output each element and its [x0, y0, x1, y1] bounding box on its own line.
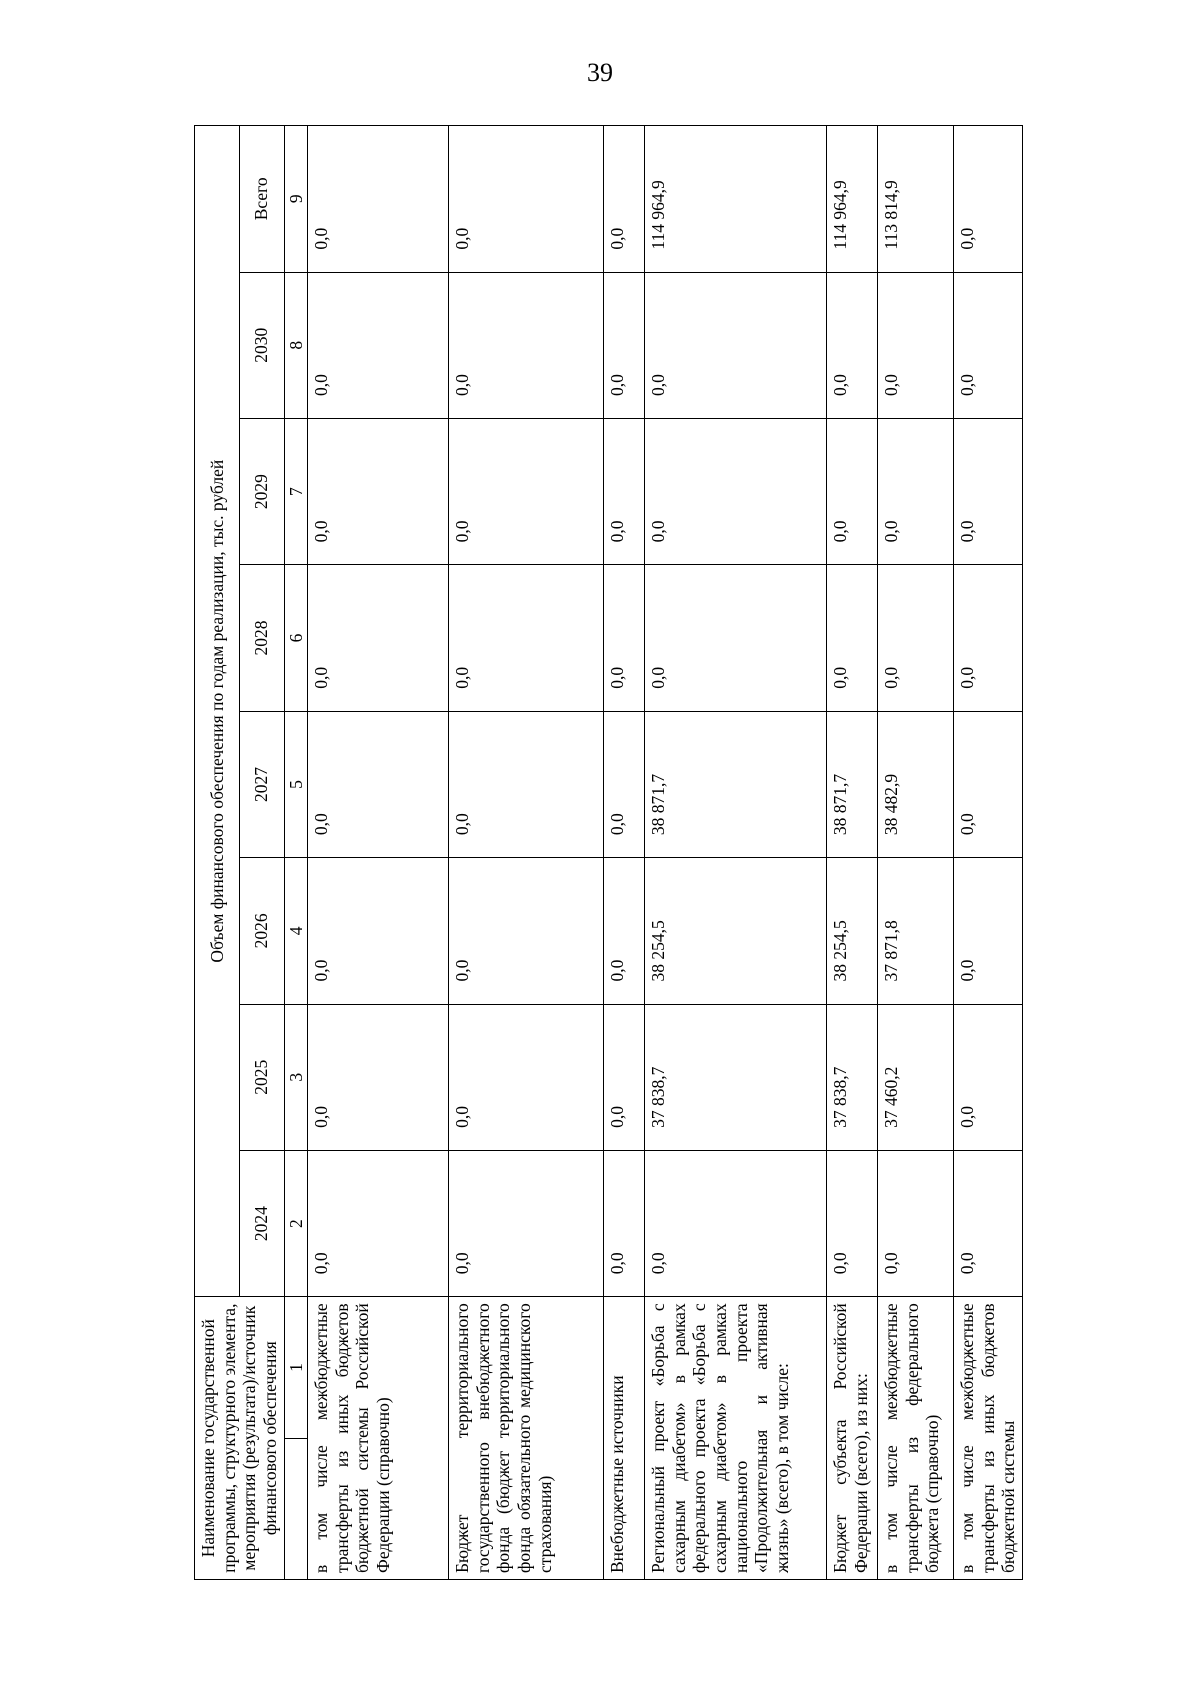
value-cell: 0,0: [878, 1150, 954, 1296]
value-cell: 0,0: [449, 418, 604, 564]
header-year-2030: 2030: [239, 272, 284, 418]
column-number: 8: [284, 272, 308, 418]
value-cell: 0,0: [308, 418, 449, 564]
column-number: 4: [284, 858, 308, 1004]
header-year-2029: 2029: [239, 418, 284, 564]
header-volume-cell: Объем финансового обеспечения по годам реализации, тыс. рублей: [195, 126, 240, 1297]
column-number-blank: [284, 1438, 308, 1579]
row-name: Бюджет субъекта Российской Федерации (всего), из них:: [827, 1297, 878, 1580]
value-cell: 0,0: [604, 1004, 645, 1150]
value-cell: 0,0: [449, 711, 604, 857]
value-cell: 0,0: [604, 565, 645, 711]
table-row: [449, 126, 604, 1580]
value-cell: 0,0: [827, 1150, 878, 1296]
value-cell: 0,0: [308, 565, 449, 711]
value-cell: 0,0: [827, 418, 878, 564]
table-row: [308, 126, 449, 1580]
row-name: Бюджет территориального государственного внебюджетного фонда (бюджет территориального фонда обязательного медицинского страхования): [449, 1297, 604, 1580]
column-number: 6: [284, 565, 308, 711]
value-cell: 38 254,5: [645, 858, 827, 1004]
header-total: Всего: [239, 126, 284, 273]
value-cell: 0,0: [308, 1004, 449, 1150]
value-cell: 38 871,7: [645, 711, 827, 857]
value-cell: 0,0: [954, 418, 1023, 564]
value-cell: 0,0: [645, 1150, 827, 1296]
header-year-2026: 2026: [239, 858, 284, 1004]
header-year-2025: 2025: [239, 1004, 284, 1150]
header-year-2024: 2024: [239, 1150, 284, 1296]
total-cell: 114 964,9: [827, 126, 878, 273]
value-cell: 0,0: [878, 418, 954, 564]
value-cell: 0,0: [308, 272, 449, 418]
value-cell: 0,0: [449, 858, 604, 1004]
value-cell: 0,0: [954, 1004, 1023, 1150]
value-cell: 0,0: [604, 711, 645, 857]
table-row: [878, 126, 954, 1580]
value-cell: 0,0: [645, 418, 827, 564]
table-row: [827, 126, 878, 1580]
value-cell: 0,0: [954, 1150, 1023, 1296]
value-cell: 0,0: [954, 565, 1023, 711]
table-row: [604, 126, 645, 1580]
header-name-cell: Наименование государственной программы, структурного элемента, мероприятия (результата)/источник финансового обеспечения: [195, 1297, 285, 1580]
rotated-table-wrapper: [194, 125, 1084, 1580]
total-cell: 0,0: [604, 126, 645, 273]
total-cell: 0,0: [308, 126, 449, 273]
header-year-2028: 2028: [239, 565, 284, 711]
value-cell: 0,0: [604, 858, 645, 1004]
total-cell: 113 814,9: [878, 126, 954, 273]
value-cell: 0,0: [954, 711, 1023, 857]
column-number-row: [284, 126, 308, 1580]
table-row: [645, 126, 827, 1580]
value-cell: 0,0: [878, 272, 954, 418]
value-cell: 37 838,7: [645, 1004, 827, 1150]
value-cell: 0,0: [449, 1004, 604, 1150]
column-number: 5: [284, 711, 308, 857]
value-cell: 38 482,9: [878, 711, 954, 857]
value-cell: 0,0: [308, 1150, 449, 1296]
row-name: в том числе межбюджетные трансферты из федерального бюджета (справочно): [878, 1297, 954, 1580]
value-cell: 0,0: [827, 565, 878, 711]
value-cell: 37 460,2: [878, 1004, 954, 1150]
row-name: в том числе межбюджетные трансферты из иных бюджетов бюджетной системы Российской Федерации (справочно): [308, 1297, 449, 1580]
value-cell: 0,0: [645, 272, 827, 418]
total-cell: 0,0: [954, 126, 1023, 273]
column-number: 1: [284, 1297, 308, 1438]
value-cell: 38 254,5: [827, 858, 878, 1004]
value-cell: 0,0: [308, 711, 449, 857]
value-cell: 0,0: [449, 272, 604, 418]
value-cell: 0,0: [308, 858, 449, 1004]
column-number: 9: [284, 126, 308, 273]
page-number: 39: [587, 58, 613, 87]
row-name: Внебюджетные источники: [604, 1297, 645, 1580]
value-cell: 38 871,7: [827, 711, 878, 857]
column-number: 2: [284, 1150, 308, 1296]
total-cell: 114 964,9: [645, 126, 827, 273]
column-number: 3: [284, 1004, 308, 1150]
table-row: [954, 126, 1023, 1580]
value-cell: 0,0: [449, 565, 604, 711]
value-cell: 0,0: [604, 272, 645, 418]
value-cell: 0,0: [954, 272, 1023, 418]
value-cell: 0,0: [645, 565, 827, 711]
row-name: в том числе межбюджетные трансферты из иных бюджетов бюджетной системы: [954, 1297, 1023, 1580]
total-cell: 0,0: [449, 126, 604, 273]
column-number: 7: [284, 418, 308, 564]
row-name: Региональный проект «Борьба с сахарным диабетом» в рамках федерального проекта «Борьба с сахарным диабетом» в рамках национального проекта «Продолжительная и активная жизнь» (всего), в том числе:: [645, 1297, 827, 1580]
value-cell: 0,0: [878, 565, 954, 711]
value-cell: 37 838,7: [827, 1004, 878, 1150]
header-year-2027: 2027: [239, 711, 284, 857]
value-cell: 0,0: [954, 858, 1023, 1004]
value-cell: 0,0: [449, 1150, 604, 1296]
value-cell: 0,0: [604, 1150, 645, 1296]
value-cell: 0,0: [827, 272, 878, 418]
financing-table: [194, 125, 1023, 1580]
value-cell: 0,0: [604, 418, 645, 564]
value-cell: 37 871,8: [878, 858, 954, 1004]
